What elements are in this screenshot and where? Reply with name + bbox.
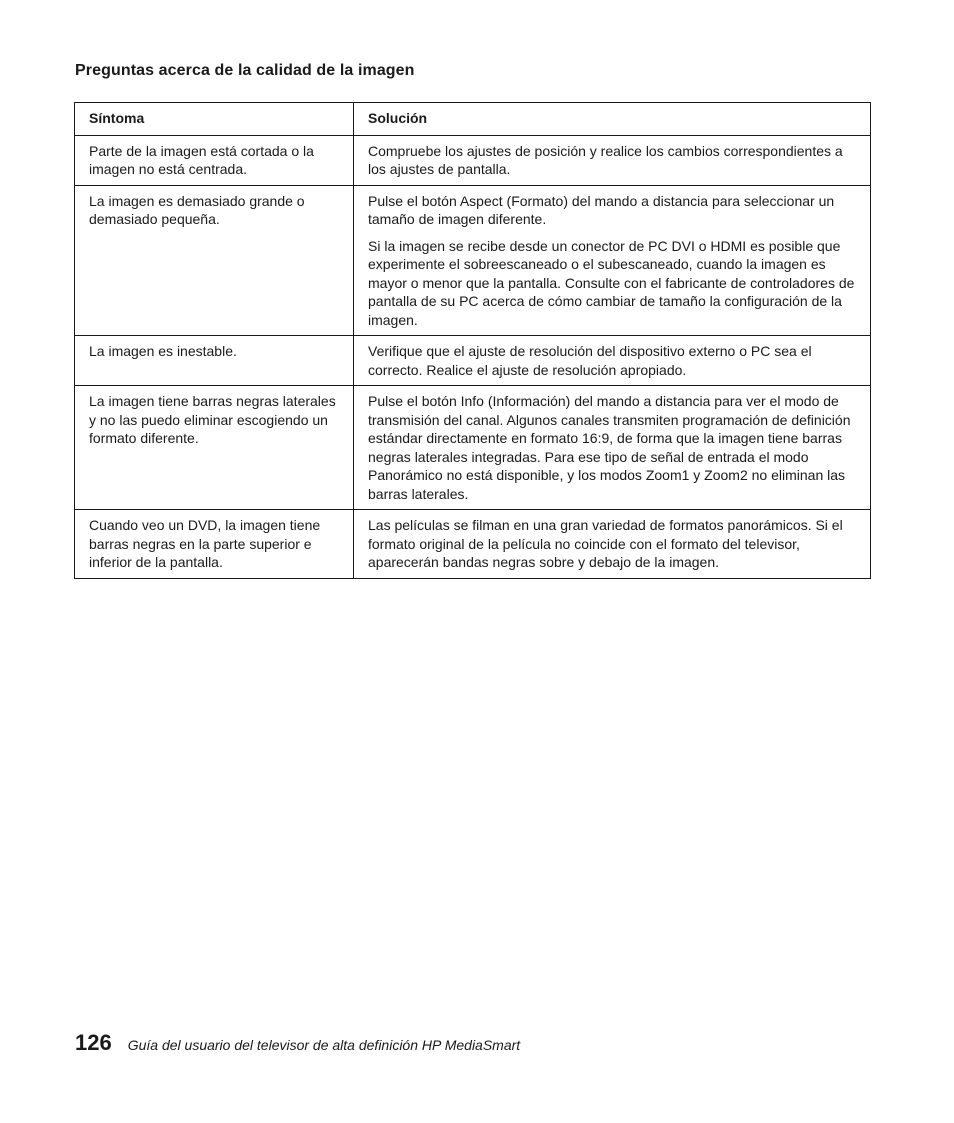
symptom-cell: Parte de la imagen está cortada o la imagen no está centrada. xyxy=(75,135,354,185)
solution-paragraph: Pulse el botón Aspect (Formato) del mando a distancia para seleccionar un tamaño de imagen diferente. xyxy=(368,192,835,227)
section-title: Preguntas acerca de la calidad de la imagen xyxy=(75,62,415,79)
page-footer xyxy=(75,1030,520,1056)
table-row xyxy=(75,386,871,510)
table-header-row xyxy=(75,103,871,136)
solution-paragraph: Compruebe los ajustes de posición y realice los cambios correspondientes a los ajustes de pantalla. xyxy=(368,142,843,177)
table-row xyxy=(75,510,871,579)
page-number: 126 xyxy=(75,1030,112,1055)
solution-cell xyxy=(354,135,871,185)
header-solution: Solución xyxy=(354,103,871,136)
solution-paragraph: Las películas se filman en una gran variedad de formatos panorámicos. Si el formato original de la película no coincide con el formato del televisor, aparecerán bandas negras sobre y debajo de la imagen. xyxy=(368,517,843,570)
troubleshooting-table xyxy=(74,102,871,579)
solution-paragraph: Si la imagen se recibe desde un conector de PC DVI o HDMI es posible que experimente el sobreescaneado o el subescaneado, cuando la imagen es mayor o menor que la pantalla. Consulte con el fabricante de controladores de pantalla de su PC acerca de cómo cambiar de tamaño la configuración de la imagen. xyxy=(368,237,855,328)
solution-paragraph: Pulse el botón Info (Información) del mando a distancia para ver el modo de transmisión del canal. Algunos canales transmiten programación de definición estándar directamente en formato 16:9, de forma que la imagen tiene barras negras laterales integradas. Para ese tipo de señal de entrada el modo Panorámico no está disponible, y los modos Zoom1 y Zoom2 no eliminan las barras laterales. xyxy=(368,393,851,502)
table-row xyxy=(75,336,871,386)
header-symptom: Síntoma xyxy=(75,103,354,136)
symptom-cell: La imagen es inestable. xyxy=(75,336,354,386)
solution-cell xyxy=(354,386,871,510)
symptom-cell: La imagen es demasiado grande o demasiado pequeña. xyxy=(75,185,354,336)
document-title: Guía del usuario del televisor de alta definición HP MediaSmart xyxy=(127,1037,521,1053)
solution-cell xyxy=(354,185,871,336)
symptom-cell: La imagen tiene barras negras laterales y no las puedo eliminar escogiendo un formato diferente. xyxy=(75,386,354,510)
solution-paragraph: Verifique que el ajuste de resolución del dispositivo externo o PC sea el correcto. Realice el ajuste de resolución apropiado. xyxy=(368,343,812,378)
symptom-cell: Cuando veo un DVD, la imagen tiene barras negras en la parte superior e inferior de la pantalla. xyxy=(75,510,354,579)
table-row xyxy=(75,135,871,185)
solution-cell xyxy=(354,336,871,386)
table-row xyxy=(75,185,871,336)
solution-cell xyxy=(354,510,871,579)
